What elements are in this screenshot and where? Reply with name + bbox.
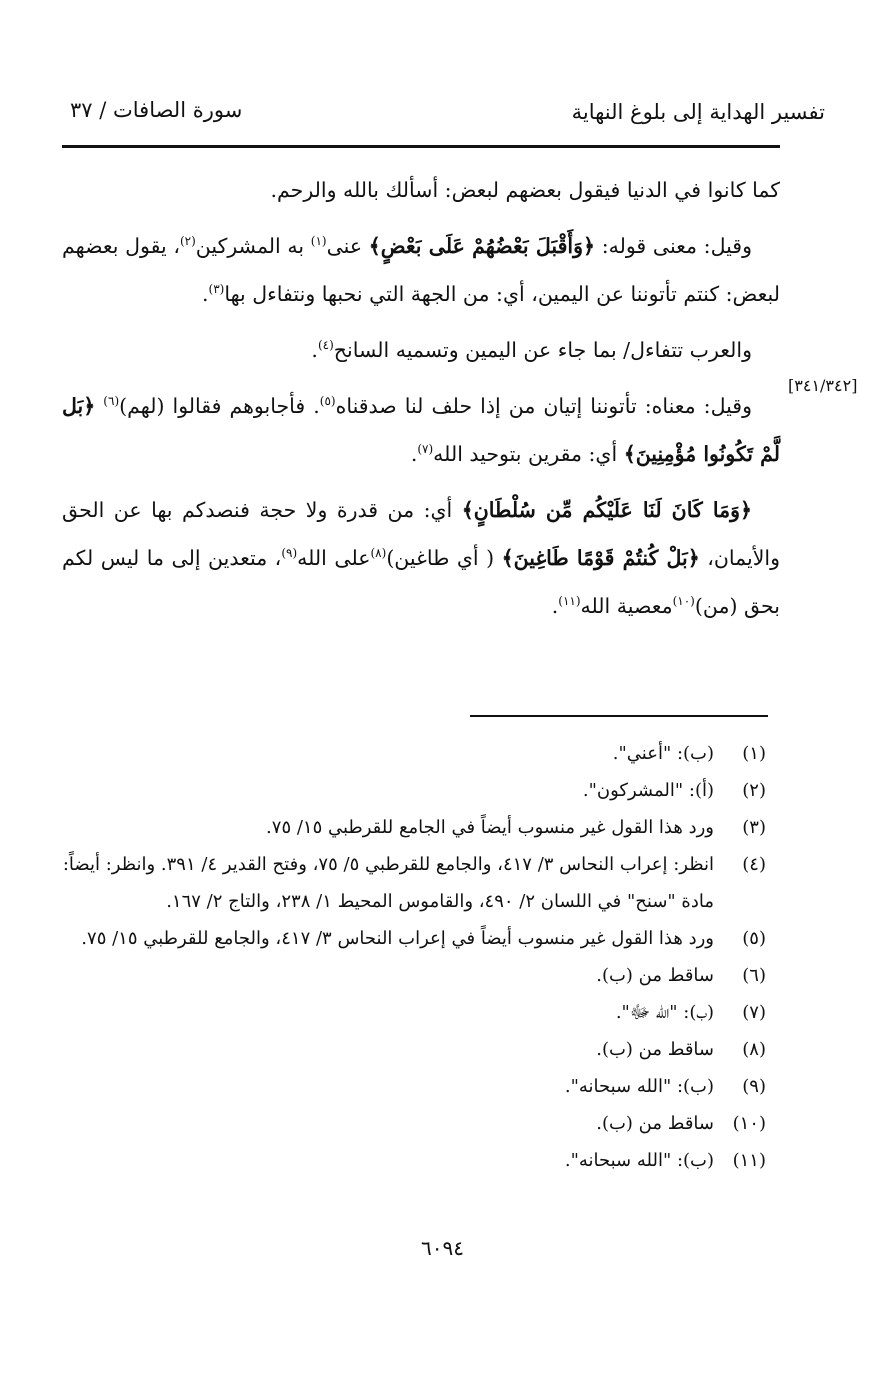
footnote-number: (٨)	[742, 1039, 766, 1060]
footnote	[62, 846, 766, 920]
footnote-text: (أ): "المشركون".	[582, 780, 714, 801]
text-segment: .	[551, 594, 559, 618]
footnote-text: ساقط من (ب).	[596, 1039, 714, 1060]
footnote-number: (٦)	[742, 965, 766, 986]
text-segment: ، يقول بعضهم لبعض: كنتم تأتوننا عن اليمين، أي: من الجهة التي نحبها ونتفاءل بها	[62, 234, 780, 306]
footnote	[62, 1031, 766, 1068]
footnote-marker: (١)	[310, 234, 327, 249]
footnote-marker: (٨)	[370, 546, 387, 561]
text-segment: وقيل: معناه: تأتوننا إتيان من إذا حلف لنا صدقناه	[335, 394, 752, 418]
footnote-text: ورد هذا القول غير منسوب أيضاً في الجامع للقرطبي ١٥/ ٧٥.	[266, 817, 714, 838]
text-segment: ، متعدين إلى ما ليس لكم بحق (من)	[62, 546, 780, 618]
text-segment: ( أي طاغين)	[386, 546, 502, 570]
paragraph	[62, 486, 780, 630]
text-segment: .	[410, 442, 418, 466]
footnote-number: (٧)	[742, 1002, 766, 1023]
footnote-text: ورد هذا القول غير منسوب أيضاً في إعراب النحاس ٣/ ٤١٧، والجامع للقرطبي ١٥/ ٧٥.	[81, 928, 714, 949]
manuscript-folio-reference: [٣٤١/٣٤٢]	[788, 376, 858, 395]
text-segment: كما كانوا في الدنيا فيقول بعضهم لبعض: أسألك بالله والرحم.	[270, 178, 780, 202]
footnote-divider	[470, 715, 768, 717]
header-divider	[62, 145, 780, 148]
surah-title: سورة الصافات / ٣٧	[70, 98, 243, 122]
quran-verse: ﴿وَأَقْبَلَ بَعْضُهُمْ عَلَى بَعْضٍ﴾	[368, 234, 596, 258]
footnote-marker: (١٠)	[672, 594, 695, 609]
text-segment: والعرب تتفاءل/ بما جاء عن اليمين وتسميه السانح	[333, 338, 752, 362]
text-segment: على الله	[297, 546, 371, 570]
text-segment: . فأجابوهم فقالوا (لهم)	[119, 394, 320, 418]
text-segment: عنى	[326, 234, 369, 258]
footnote-number: (١)	[742, 743, 766, 764]
footnote-marker: (١١)	[558, 594, 581, 609]
footnote-number: (١١)	[732, 1150, 766, 1171]
footnote-marker: (٥)	[319, 394, 336, 409]
text-segment: أي: مقرين بتوحيد الله	[433, 442, 624, 466]
paragraph	[62, 166, 780, 214]
footnote-marker: (٩)	[281, 546, 298, 561]
footnote-number: (٤)	[742, 854, 766, 875]
book-title: تفسير الهداية إلى بلوغ النهاية	[571, 100, 825, 124]
footnote-text: (ب): "أعني".	[612, 743, 714, 764]
footnote	[62, 920, 766, 957]
text-segment: به المشركين	[195, 234, 311, 258]
footnote-marker: (٢)	[179, 234, 196, 249]
paragraph	[62, 222, 780, 318]
footnote-text: ساقط من (ب).	[596, 1113, 714, 1134]
text-segment: .	[202, 282, 209, 306]
quran-verse: ﴿بَلْ كُنتُمْ قَوْمًا طَاغِينَ﴾	[501, 546, 700, 570]
text-segment: .	[311, 338, 318, 362]
footnote-marker: (٣)	[208, 282, 225, 297]
paragraph	[62, 382, 780, 478]
text-segment: أي: من قدرة ولا حجة فنصدكم بها عن الحق والأيمان،	[62, 498, 781, 570]
footnote-text: (ب): "الله سبحانه".	[564, 1076, 714, 1097]
footnote-number: (٥)	[742, 928, 766, 949]
footnote	[62, 1105, 766, 1142]
quran-verse: ﴿وَمَا كَانَ لَنَا عَلَيْكُم مِّن سُلْطَانٍ﴾	[461, 498, 752, 522]
footnote-text: ساقط من (ب).	[596, 965, 714, 986]
footnote-marker: (٤)	[317, 338, 334, 353]
footnotes	[62, 735, 766, 1179]
footnote-text: (ب): "الله سبحانه".	[564, 1150, 714, 1171]
footnote-marker: (٧)	[417, 442, 434, 457]
footnote	[62, 1068, 766, 1105]
paragraph	[62, 326, 780, 374]
footnote-number: (٩)	[742, 1076, 766, 1097]
footnote-text: (ب): "الله ﷻ".	[615, 1002, 714, 1023]
footnote	[62, 772, 766, 809]
main-text	[62, 166, 780, 638]
quran-verse: ﴿بَل لَّمْ تَكُونُوا مُؤْمِنِينَ﴾	[62, 394, 780, 466]
footnote	[62, 809, 766, 846]
footnote-number: (٣)	[742, 817, 766, 838]
footnote-number: (١٠)	[732, 1113, 766, 1134]
footnote-marker: (٦)	[103, 394, 120, 409]
page-number: ٦٠٩٤	[421, 1236, 464, 1260]
text-segment: معصية الله	[580, 594, 673, 618]
footnote	[62, 994, 766, 1031]
text-segment: وقيل: معنى قوله:	[595, 234, 753, 258]
footnote	[62, 1142, 766, 1179]
footnote	[62, 735, 766, 772]
footnote	[62, 957, 766, 994]
footnote-text: انظر: إعراب النحاس ٣/ ٤١٧، والجامع للقرطبي ٥/ ٧٥، وفتح القدير ٤/ ٣٩١. وانظر: أيضاً: مادة "سنح" في اللسان ٢/ ٤٩٠، والقاموس المحيط ١/ ٢٣٨، والتاج ٢/ ١٦٧.	[62, 854, 714, 912]
footnote-number: (٢)	[742, 780, 766, 801]
